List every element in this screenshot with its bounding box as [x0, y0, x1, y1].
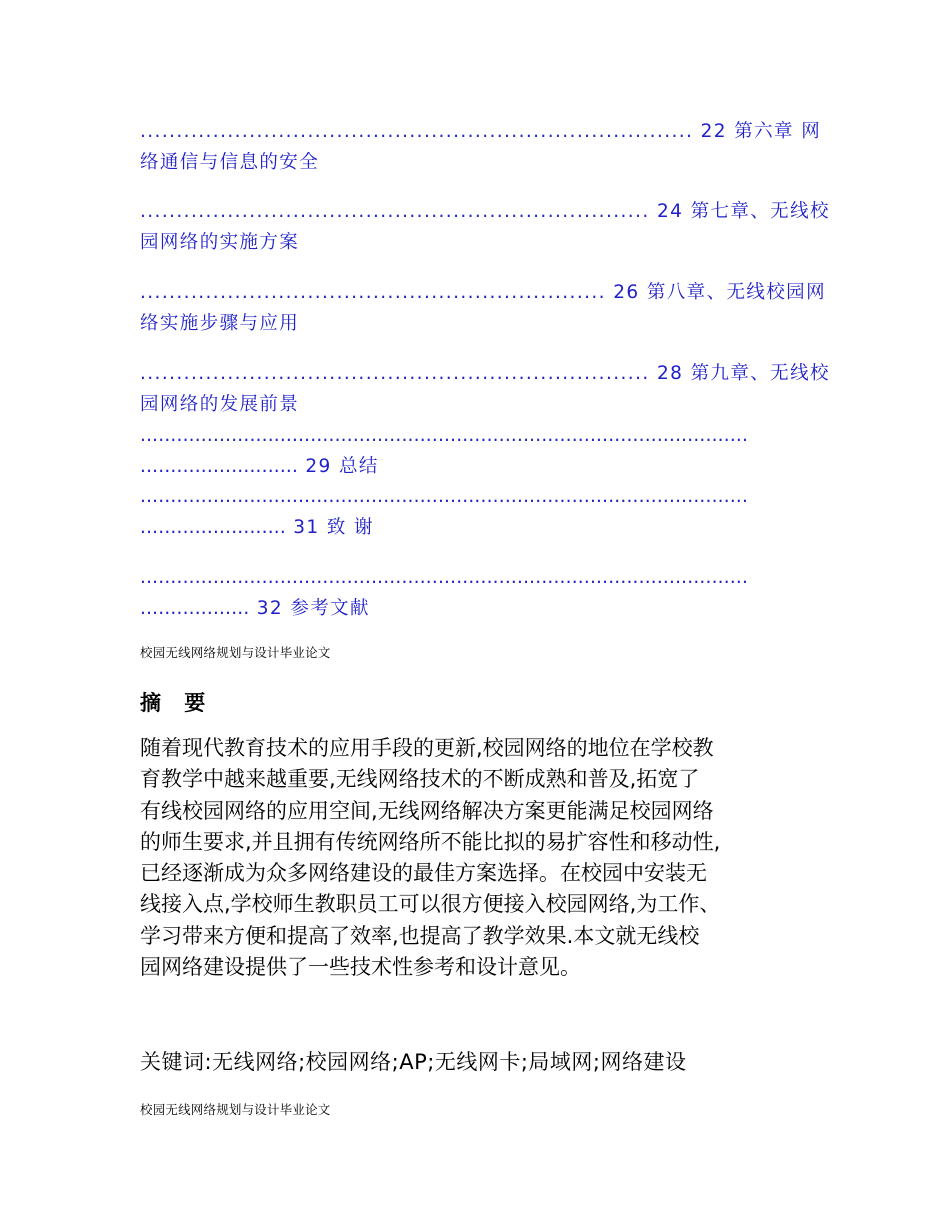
abstract-line: 学习带来方便和提高了效率,也提高了教学效果.本文就无线校 — [140, 923, 700, 948]
toc-page-number: 22 — [700, 121, 727, 142]
abstract-line: 育教学中越来越重要,无线网络技术的不断成熟和普及,拓宽了 — [140, 767, 700, 792]
toc-entry-thanks[interactable] — [140, 481, 820, 543]
toc-entry-ch7[interactable] — [140, 196, 830, 258]
toc-dots: ............................................................................ — [140, 121, 694, 142]
toc-title: 第七章、无线校 — [690, 201, 830, 222]
toc-title-cont: 园网络的实施方案 — [140, 232, 300, 253]
page-footer: 校园无线网络规划与设计毕业论文 — [140, 645, 331, 660]
toc-entry-ch8[interactable] — [140, 277, 826, 339]
toc-page-number: 26 — [613, 282, 640, 303]
toc-page-number: 29 — [305, 456, 332, 477]
toc-page-number: 31 — [293, 517, 320, 538]
toc-page-number: 32 — [256, 598, 284, 619]
page-footer-2: 校园无线网络规划与设计毕业论文 — [140, 1102, 331, 1117]
toc-dots: ...................................................................... — [140, 363, 650, 384]
toc-page-number: 24 — [656, 201, 684, 222]
keywords: 关键词:无线网络;校园网络;AP;无线网卡;局域网;网络建设 — [140, 1050, 687, 1074]
abstract-line: 已经逐渐成为众多网络建设的最佳方案选择。在校园中安装无 — [140, 861, 707, 886]
toc-dots: .................................................................................................... — [140, 567, 749, 588]
toc-title-cont: 络通信与信息的安全 — [140, 152, 320, 173]
toc-dots: .......................... — [140, 456, 299, 477]
toc-dots: .................. — [140, 598, 250, 619]
toc-title-cont: 园网络的发展前景 — [140, 394, 300, 415]
abstract-line: 线接入点,学校师生教职员工可以很方便接入校园网络,为工作、 — [140, 892, 721, 917]
toc-title: 致 谢 — [326, 517, 374, 538]
toc-entry-ch6[interactable] — [140, 116, 820, 178]
toc-dots: .................................................................................................... — [140, 486, 749, 507]
toc-title: 第九章、无线校 — [690, 363, 830, 384]
toc-entry-summary[interactable] — [140, 420, 820, 482]
abstract-line: 有线校园网络的应用空间,无线网络解决方案更能满足校园网络 — [140, 798, 714, 823]
toc-entry-references[interactable] — [140, 562, 820, 624]
toc-dots: ...................................................................... — [140, 201, 650, 222]
toc-page-number: 28 — [656, 363, 684, 384]
toc-dots: ........................ — [140, 517, 286, 538]
abstract-line: 随着现代教育技术的应用手段的更新,校园网络的地位在学校教 — [140, 736, 714, 760]
toc-dots: .................................................................................................... — [140, 425, 749, 446]
toc-title: 参考文献 — [290, 598, 370, 619]
toc-title: 第八章、无线校园网 — [646, 282, 826, 303]
toc-entry-ch9[interactable] — [140, 358, 830, 420]
abstract-heading: 摘 要 — [140, 691, 214, 715]
abstract-body — [140, 733, 810, 983]
toc-title-cont: 络实施步骤与应用 — [140, 313, 300, 334]
abstract-line: 的师生要求,并且拥有传统网络所不能比拟的易扩容性和移动性, — [140, 829, 721, 854]
abstract-line: 园网络建设提供了一些技术性参考和设计意见。 — [140, 955, 581, 980]
toc-title: 第六章 网 — [734, 121, 822, 142]
toc-title: 总结 — [339, 456, 379, 477]
toc-dots: ................................................................ — [140, 282, 606, 303]
